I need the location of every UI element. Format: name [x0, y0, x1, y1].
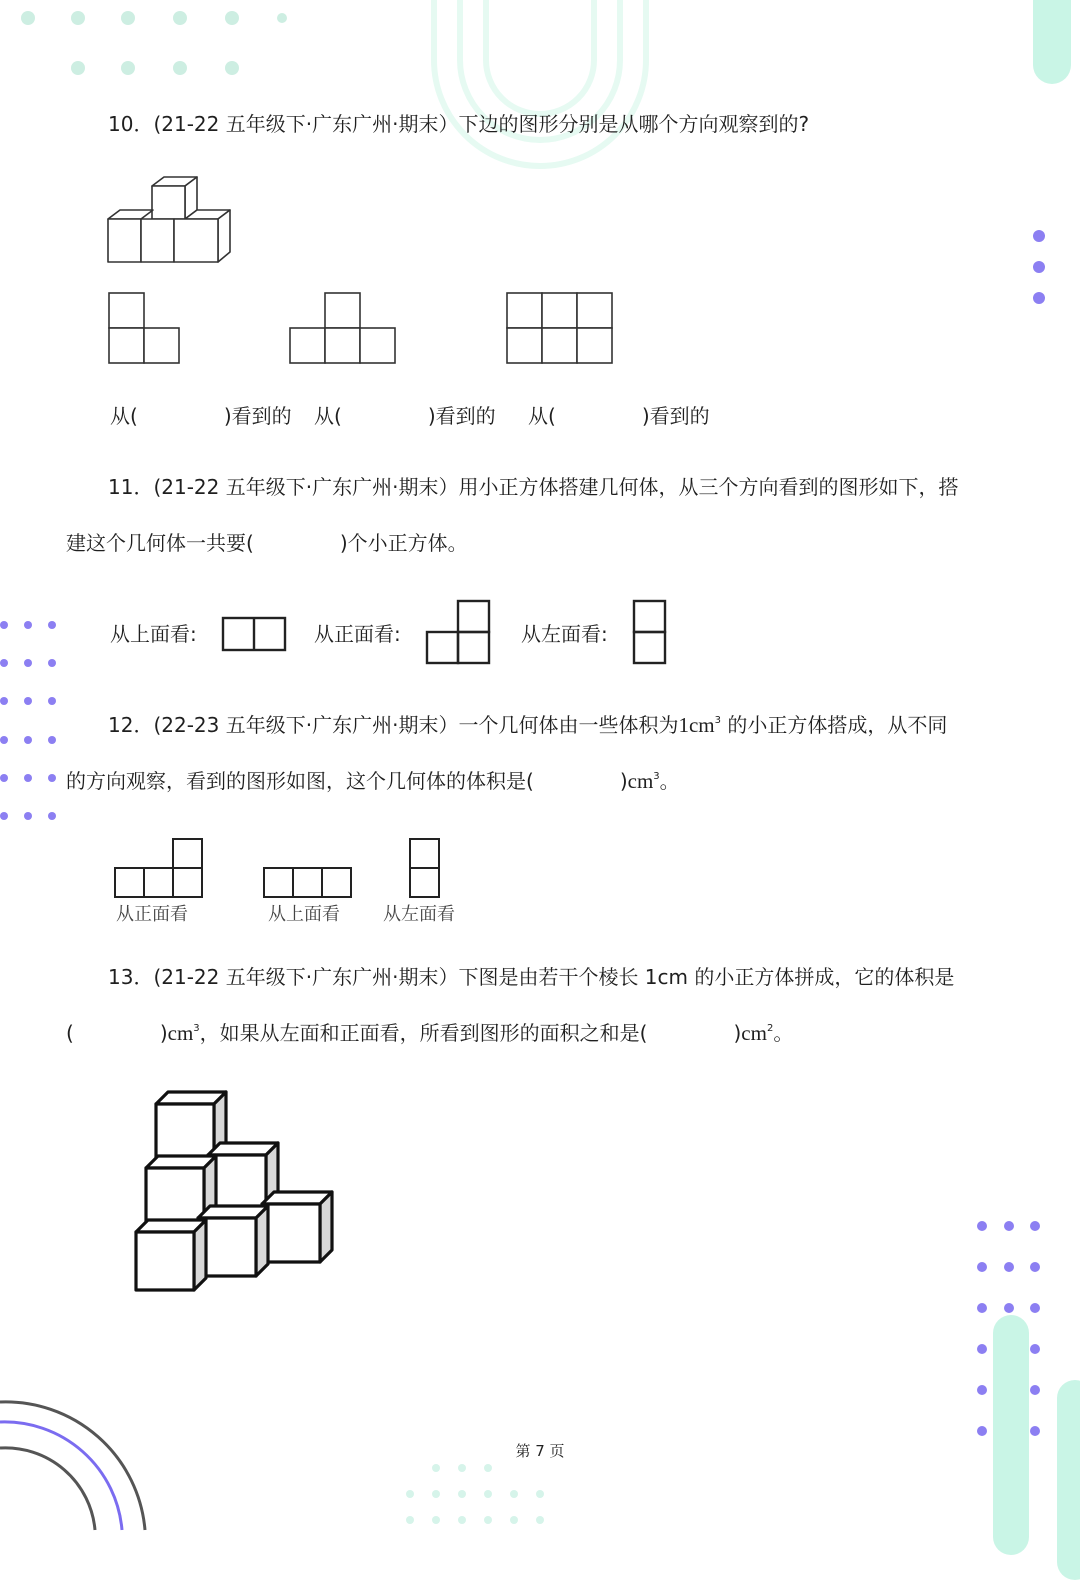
left-dots-decoration	[0, 615, 70, 825]
q13-cube-stack-figure	[128, 1090, 328, 1305]
page-number: 第 7 页	[515, 1442, 565, 1460]
top-dots-decoration	[0, 0, 300, 90]
q11-view-label-front: 从正面看:	[314, 622, 401, 646]
q12-front-view	[113, 838, 205, 900]
q11-left-view	[632, 599, 668, 667]
q10-text: 10．(21-22 五年级下·广东广州·期末）下边的图形分别是从哪个方向观察到的?	[108, 112, 810, 136]
right-dots-decoration	[1030, 226, 1050, 316]
q10-view-3	[506, 292, 614, 364]
q10-answer-1: 从( )看到的	[110, 404, 292, 428]
q11-view-label-top: 从上面看:	[110, 622, 197, 646]
q11-front-view	[425, 599, 491, 665]
q12-line2: 的方向观察，看到的图形如图，这个几何体的体积是( )$cm^3$。	[66, 769, 680, 793]
q11-top-view	[221, 616, 287, 652]
q10-cube-stack-figure	[108, 172, 238, 267]
q13-line1: 13．(21-22 五年级下·广东广州·期末）下图是由若干个棱长 1cm 的小正方体拼成，它的体积是	[108, 965, 955, 989]
q13-line2: ( )$cm^3$，如果从左面和正面看，所看到图形的面积之和是( )$cm^2$。	[66, 1021, 794, 1045]
q11-line2: 建这个几何体一共要( )个小正方体。	[66, 531, 468, 555]
q12-caption-top: 从上面看	[268, 904, 340, 925]
q12-caption-left: 从左面看	[383, 904, 455, 925]
q12-top-view	[262, 866, 354, 900]
q10-answer-3: 从( )看到的	[528, 404, 710, 428]
cube	[198, 1206, 268, 1276]
top-right-bar-decoration	[1033, 0, 1071, 84]
bottom-center-dots-decoration	[400, 1462, 550, 1542]
bottom-right-dots-decoration	[975, 1218, 1045, 1438]
q12-line1: 12．(22-23 五年级下·广东广州·期末）一个几何体由一些体积为$1cm^3$ 的小正方体搭成，从不同	[108, 713, 948, 737]
q10-view-1	[108, 292, 180, 364]
q10-view-2	[289, 292, 397, 364]
q11-view-label-left: 从左面看:	[521, 622, 608, 646]
q12-left-view	[408, 838, 442, 900]
q10-answer-2: 从( )看到的	[314, 404, 496, 428]
bottom-right-bar-decoration-2	[1057, 1380, 1080, 1580]
q12-caption-front: 从正面看	[116, 904, 188, 925]
top-arch-decoration	[430, 0, 650, 180]
cube	[136, 1220, 206, 1290]
q11-line1: 11．(21-22 五年级下·广东广州·期末）用小正方体搭建几何体，从三个方向看到的图形如下，搭	[108, 475, 959, 499]
cube	[262, 1192, 332, 1262]
